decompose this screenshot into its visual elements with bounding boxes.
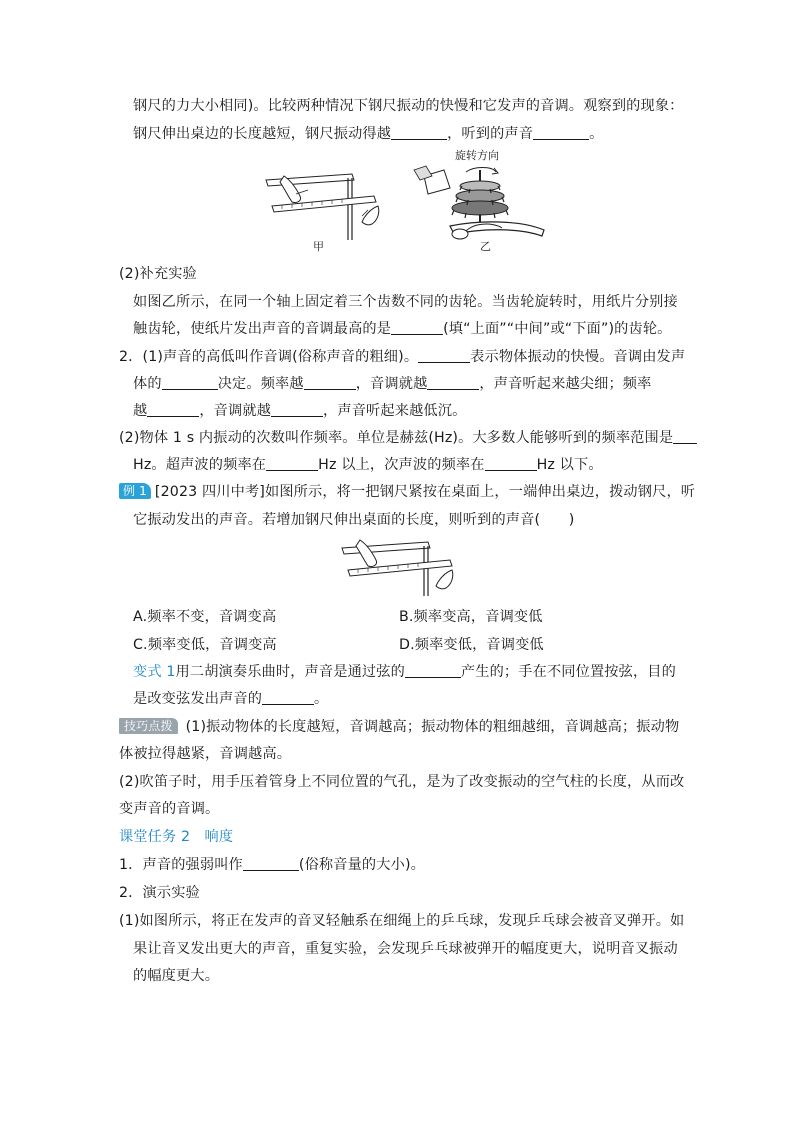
- text-line: 触齿轮，使纸片发出声音的音调最高的是 (填“上面”“中间”或“下面”)的齿轮。: [133, 321, 672, 337]
- text-line: 越 ，音调就越 ，声音听起来越低沉。: [133, 403, 467, 419]
- answer-blank[interactable]: [271, 402, 323, 417]
- text-line: 体的 决定。频率越 ，音调就越 ，声音听起来越尖细；频率: [133, 376, 652, 392]
- text-line: 体被拉得越紧，音调越高。: [119, 746, 292, 762]
- answer-blank[interactable]: [147, 402, 199, 417]
- answer-blank[interactable]: [391, 125, 447, 140]
- text-line: 是改变弦发出声音的 。: [133, 691, 329, 707]
- figure-caption-yi: 乙: [480, 240, 491, 253]
- answer-blank[interactable]: [304, 375, 356, 390]
- tip-tag: 技巧点拨: [119, 718, 178, 734]
- text-line: 技巧点拨 (1)振动物体的长度越短，音调越高；振动物体的粗细越细，音调越高；振动物: [119, 717, 679, 737]
- answer-blank[interactable]: [673, 429, 697, 444]
- section-heading: 课堂任务 2 响度: [119, 829, 234, 845]
- answer-blank[interactable]: [427, 375, 479, 390]
- text-line: (2)物体 1 s 内振动的次数叫作频率。单位是赫兹(Hz)。大多数人能够听到的频率范围是: [119, 428, 697, 448]
- answer-blank[interactable]: [405, 663, 461, 678]
- text-line: 变声音的音调。: [119, 801, 220, 817]
- text-line: 例 1 [2023 四川中考]如图所示，将一把钢尺紧按在桌面上，一端伸出桌边，拨动钢尺，听: [119, 482, 695, 502]
- answer-blank[interactable]: [262, 690, 314, 705]
- text-line: 它振动发出的声音。若增加钢尺伸出桌面的长度，则听到的声音( ): [133, 512, 575, 528]
- figure-gears: [410, 164, 550, 246]
- text-line: (2)补充实验: [119, 266, 197, 282]
- rotation-direction-label: 旋转方向: [455, 149, 499, 162]
- figure-caption-jia: 甲: [313, 240, 324, 253]
- text-line: 1．声音的强弱叫作 (俗称音量的大小)。: [119, 857, 425, 873]
- text-line: Hz。超声波的频率在 Hz 以上，次声波的频率在 Hz 以下。: [133, 457, 603, 473]
- answer-blank[interactable]: [162, 375, 218, 390]
- figure-ruler-table-example: [338, 534, 458, 600]
- text-line: 如图乙所示，在同一个轴上固定着三个齿数不同的齿轮。当齿轮旋转时，用纸片分别接: [133, 294, 678, 310]
- answer-blank[interactable]: [266, 456, 318, 471]
- text-line: 2．(1)声音的高低叫作音调(俗称声音的粗细)。 表示物体振动的快慢。音调由发声: [119, 349, 686, 365]
- option-b[interactable]: B.频率变高，音调变低: [399, 609, 543, 625]
- text-line: 钢尺的力大小相同)。比较两种情况下钢尺振动的快慢和它发声的音调。观察到的现象：: [133, 98, 684, 114]
- option-a[interactable]: A.频率不变，音调变高: [133, 609, 277, 625]
- figure-ruler-table: [262, 166, 382, 246]
- text-line: 2．演示实验: [119, 885, 200, 901]
- example-tag: 例 1: [119, 483, 151, 499]
- text-line: (1)如图所示，将正在发声的音叉轻触系在细绳上的乒乓球，发现乒乓球会被音叉弹开。如: [119, 913, 685, 929]
- answer-blank[interactable]: [391, 320, 443, 335]
- text-line: 的幅度更大。: [133, 968, 220, 984]
- text-line: 果让音叉发出更大的声音，重复实验，会发现乒乓球被弹开的幅度更大，说明音叉振动: [133, 941, 678, 957]
- text-line: 钢尺伸出桌边的长度越短，钢尺振动得越 ，听到的声音 。: [133, 126, 604, 142]
- variant-label: 变式 1: [133, 664, 176, 680]
- option-d[interactable]: D.频率变低，音调变低: [399, 637, 544, 653]
- answer-blank[interactable]: [243, 856, 299, 871]
- option-c[interactable]: C.频率变低，音调变高: [133, 637, 277, 653]
- text-line: 变式 1用二胡演奏乐曲时，声音是通过弦的 产生的；手在不同位置按弦，目的: [133, 664, 676, 680]
- answer-blank[interactable]: [533, 125, 589, 140]
- answer-blank[interactable]: [418, 348, 470, 363]
- text-line: (2)吹笛子时，用手压着管身上不同位置的气孔，是为了改变振动的空气柱的长度，从而改: [119, 774, 685, 790]
- answer-blank[interactable]: [485, 456, 537, 471]
